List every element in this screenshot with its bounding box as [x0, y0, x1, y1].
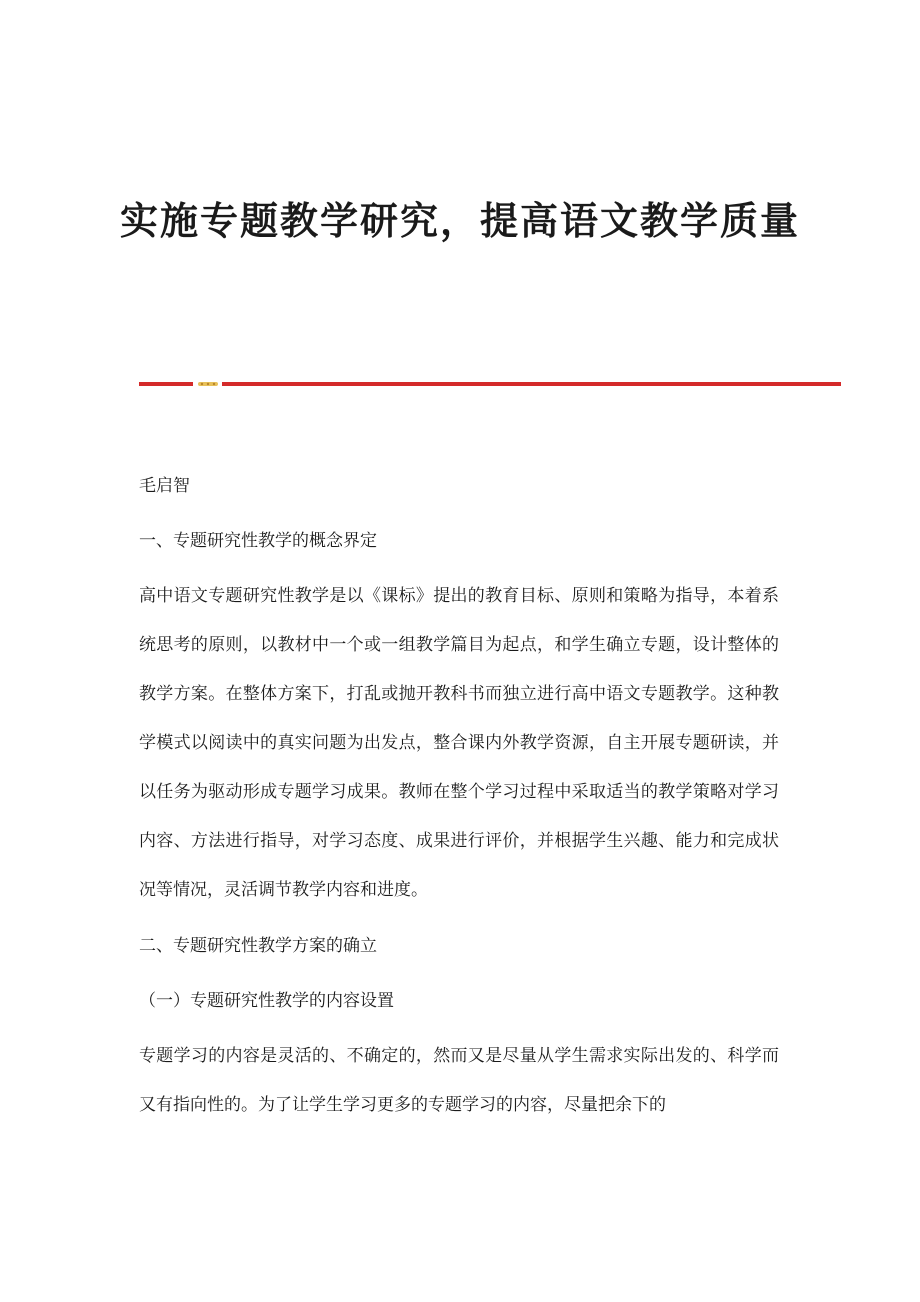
document-body: [139, 468, 779, 1143]
divider-bar-right: [222, 382, 841, 386]
section-heading-1: 一、专题研究性教学的概念界定: [139, 531, 377, 551]
title-divider: [139, 380, 841, 388]
decorative-ornament-icon: [197, 380, 219, 388]
subsection-heading-2-1: （一）专题研究性教学的内容设置: [139, 991, 394, 1011]
document-title: 实施专题教学研究，提高语文教学质量: [119, 198, 800, 243]
section-paragraph-1: 高中语文专题研究性教学是以《课标》提出的教育目标、原则和策略为指导，本着系统思考的原则，以教材中一个或一组教学篇目为起点，和学生确立专题，设计整体的教学方案。在整体方案下，打乱或抛开教科书而独立进行高中语文专题教学。这种教学模式以阅读中的真实问题为出发点，整合课内外教学资源，自主开展专题研读，并以任务为驱动形成专题学习成果。教师在整个学习过程中采取适当的教学策略对学习内容、方法进行指导，对学习态度、成果进行评价，并根据学生兴趣、能力和完成状况等情况，灵活调节教学内容和进度。: [139, 586, 779, 900]
author-name: 毛启智: [139, 476, 190, 496]
section-heading-2: 二、专题研究性教学方案的确立: [139, 936, 377, 956]
divider-bar-left: [139, 382, 193, 386]
section-paragraph-2-1: 专题学习的内容是灵活的、不确定的，然而又是尽量从学生需求实际出发的、科学而又有指向性的。为了让学生学习更多的专题学习的内容，尽量把余下的: [139, 1046, 779, 1115]
